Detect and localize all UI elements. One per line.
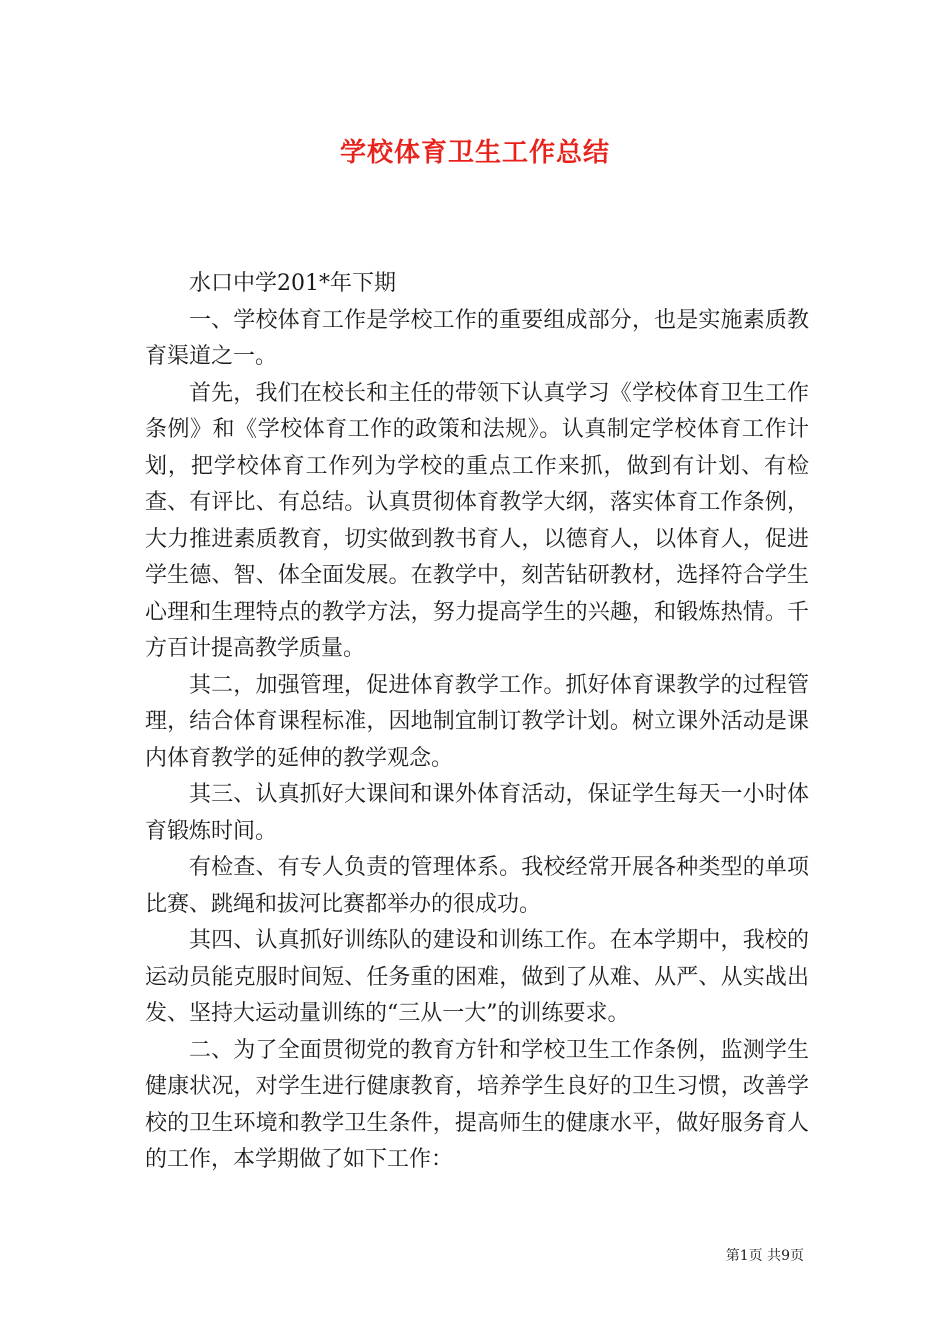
paragraph-school-term: 水口中学201*年下期 xyxy=(189,271,396,296)
paragraph-firstly: 首先，我们在校长和主任的带领下认真学习《学校体育卫生工作条例》和《学校体育工作的政策和法规》。认真制定学校体育工作计划，把学校体育工作列为学校的重点工作来抓，做到有计划、有检查、有评比、有总结。认真贯彻体育教学大纲，落实体育工作条例，大力推进素质教育，切实做到教书育人，以德育人，以体育人，促进学生德、智、体全面发展。在教学中，刻苦钻研教材，选择符合学生心理和生理特点的教学方法，努力提高学生的兴趣，和锻炼热情。千方百计提高教学质量。 xyxy=(145,380,809,661)
paragraph-thirdly: 其三、认真抓好大课间和课外体育活动，保证学生每天一小时体育锻炼时间。 xyxy=(145,782,809,844)
paragraph-section-one: 一、学校体育工作是学校工作的重要组成部分，也是实施素质教育渠道之一。 xyxy=(145,307,809,369)
page-number-footer xyxy=(726,1245,804,1265)
document-body xyxy=(145,266,809,1179)
paragraph-inspection-system: 有检查、有专人负责的管理体系。我校经常开展各种类型的单项比赛、跳绳和拔河比赛都举办的很成功。 xyxy=(145,855,809,917)
document-title: 学校体育卫生工作总结 xyxy=(339,138,610,168)
total-pages-number: 9 xyxy=(781,1248,790,1264)
page-label-middle: 页 共 xyxy=(748,1248,782,1264)
paragraph-section-two: 二、为了全面贯彻党的教育方针和学校卫生工作条例，监测学生健康状况，对学生进行健康教育，培养学生良好的卫生习惯，改善学校的卫生环境和教学卫生条件，提高师生的健康水平，做好服务育人的工作，本学期做了如下工作： xyxy=(145,1037,809,1172)
paragraph-fourthly: 其四、认真抓好训练队的建设和训练工作。在本学期中，我校的运动员能克服时间短、任务重的困难，做到了从难、从严、从实战出发、坚持大运动量训练的“三从一大”的训练要求。 xyxy=(145,928,809,1026)
page-label-prefix: 第 xyxy=(725,1248,740,1264)
paragraph-secondly: 其二，加强管理，促进体育教学工作。抓好体育课教学的过程管理，结合体育课程标准，因地制宜制订教学计划。树立课外活动是课内体育教学的延伸的教学观念。 xyxy=(145,672,809,771)
current-page-number: 1 xyxy=(739,1248,749,1264)
page-label-suffix: 页 xyxy=(790,1248,804,1264)
